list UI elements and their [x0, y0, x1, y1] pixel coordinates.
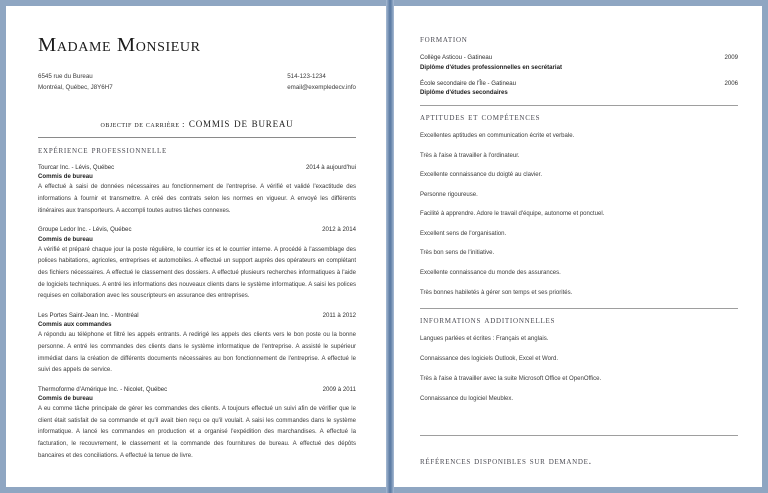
additional-spacer — [420, 415, 738, 426]
contact-phone: 514-123-1234 — [287, 73, 326, 80]
job-employer: Groupe Ledor Inc. - Lévis, Québec — [38, 226, 132, 234]
job-role: Commis de bureau — [38, 173, 93, 181]
job-description: A vérifié et préparé chaque jour la poste régulière, le courrier ics et le courrier interne. A procédé à l'assemblage des polices habitations, agricoles, entreprises et automobiles. A effectué un support auprès des opérateurs en complétant des fichiers nécessaires. A effectué le classement des dossiers. A effectué plusieurs recherches informatiques à l'aide de logiciels techniques. A entré les informations des nouveaux clients dans le système informatique. A saisi les polices requises en collaboration avec les souscripteurs en assurance des entreprises. — [38, 246, 356, 300]
job-dates: 2012 à 2014 — [322, 226, 356, 234]
experience-item — [38, 164, 356, 217]
additional-info-item: Connaissance du logiciel Meublex. — [420, 396, 514, 403]
skill-item: Excellentes aptitudes en communication écrite et verbale. — [420, 133, 575, 139]
additional-info-item: Très à l'aise à travailler avec la suite Microsoft Office et OpenOffice. — [420, 376, 602, 383]
education-header — [420, 80, 738, 87]
education-year: 2009 — [724, 54, 738, 61]
education-item — [420, 54, 738, 71]
address-city: Montréal, Québec, J8Y6H7 — [38, 84, 113, 92]
education-degree: Diplôme d'études professionnelles en secrétariat — [420, 63, 562, 71]
job-employer: Tourcar Inc. - Lévis, Québec — [38, 163, 115, 171]
job-dates: 2014 à aujourd'hui — [306, 163, 356, 171]
education-divider — [420, 105, 738, 106]
job-employer: Les Portes Saint-Jean Inc. - Montréal — [38, 311, 139, 319]
skill-item: Très bonnes habiletés à gérer son temps et ses priorités. — [420, 289, 573, 296]
job-dates: 2011 à 2012 — [322, 311, 356, 319]
job-header — [38, 386, 356, 393]
objective-divider — [38, 137, 356, 138]
address-street: 6545 rue du Bureau — [38, 73, 93, 80]
additional-info-list — [420, 335, 738, 404]
job-role: Commis aux commandes — [38, 321, 112, 329]
objective-value: commis de bureau — [188, 115, 294, 130]
objective-label: objectif de carrière : — [100, 119, 185, 129]
education-degree: Diplôme d'études secondaires — [420, 89, 508, 96]
education-school: École secondaire de l'Île - Gatineau — [420, 79, 517, 87]
candidate-name: Madame Monsieur — [38, 34, 201, 56]
job-header — [38, 312, 356, 319]
experience-item — [38, 226, 356, 303]
section-title-skills: aptitudes et compétences — [420, 112, 541, 123]
job-description: A effectué à saisi de données nécessaires au fonctionnement de l'entreprise. A vérifié et validé l'exactitude des informations à fournir et transmettre. A créé des contrats selon les normes en vigueur. A envoyé les différents itinéraires aux transporteurs. A accompli toutes autres tâches connexes. — [38, 184, 356, 214]
left-page-spacer — [38, 471, 356, 487]
job-role: Commis de bureau — [38, 395, 93, 403]
section-title-experience: expérience professionnelle — [38, 144, 168, 156]
skill-item: Très à l'aise à travailler à l'ordinateur. — [420, 152, 520, 159]
additional-info-item: Langues parlées et écrites : Français et anglais. — [420, 336, 549, 343]
job-description: A répondu au téléphone et filtré les appels entrants. A redirigé les appels des clients vers le bon poste ou la bonne personne. A entré les commandes des clients dans le système informatique de l'entreprise. A assisté le supérieur immédiat dans la création de différents documents nécessaires au bon fonctionnement de l'entreprise. A effectué le suivi des appels de service. — [38, 332, 356, 374]
contact-block — [38, 71, 356, 94]
additional-info-item: Connaissance des logiciels Outlook, Excel et Word. — [420, 356, 559, 363]
skill-item: Excellente connaissance du monde des assurances. — [420, 269, 561, 276]
references-note: références disponibles sur demande. — [420, 456, 592, 468]
job-description: A eu comme tâche principale de gérer les commandes des clients. A toujours effectué un suivi afin de vérifier que le client était satisfait de sa commande et qu'il avait bien reçu ce qu'il voulait. A saisi les commandes dans le système informatique. A lancé les commandes en production et a organisé l'expédition des marchandises. A effectué la facturation, le recouvrement, le classement et la commande des fournitures de bureau. A effectué des dépôts bancaires et des conciliations. A effectué la tenue de livre. — [38, 406, 356, 459]
education-header — [420, 54, 738, 61]
experience-item — [38, 386, 356, 463]
section-title-additional: informations additionnelles — [420, 315, 556, 327]
skill-item: Facilité à apprendre. Adore le travail d'équipe, autonome et ponctuel. — [420, 211, 605, 218]
education-school: Collège Asticou - Gatineau — [420, 54, 493, 61]
resume-page-right — [394, 6, 762, 487]
career-objective — [38, 114, 356, 132]
education-year: 2006 — [724, 79, 738, 87]
contact-address — [38, 71, 113, 94]
education-item — [420, 80, 738, 97]
skill-item: Personne rigoureuse. — [420, 191, 478, 198]
skill-item: Excellente connaissance du doigté au clavier. — [420, 172, 543, 179]
resume-page-left — [6, 6, 386, 487]
job-header — [38, 164, 356, 171]
skill-item: Excellent sens de l'organisation. — [420, 230, 507, 237]
skill-item: Très bon sens de l'initiative. — [420, 250, 495, 257]
section-title-education: formation — [420, 34, 468, 45]
additional-divider — [420, 435, 738, 436]
contact-email: email@exempledecv.info — [287, 84, 356, 92]
job-role: Commis de bureau — [38, 235, 93, 243]
skills-divider — [420, 308, 738, 309]
page-gutter-divider — [386, 0, 394, 493]
skills-list — [420, 132, 738, 298]
job-employer: Thermoforme d'Amérique Inc. - Nicolet, Québec — [38, 385, 168, 393]
experience-item — [38, 312, 356, 377]
contact-details — [287, 71, 356, 94]
job-header — [38, 226, 356, 233]
job-dates: 2009 à 2011 — [322, 385, 356, 393]
